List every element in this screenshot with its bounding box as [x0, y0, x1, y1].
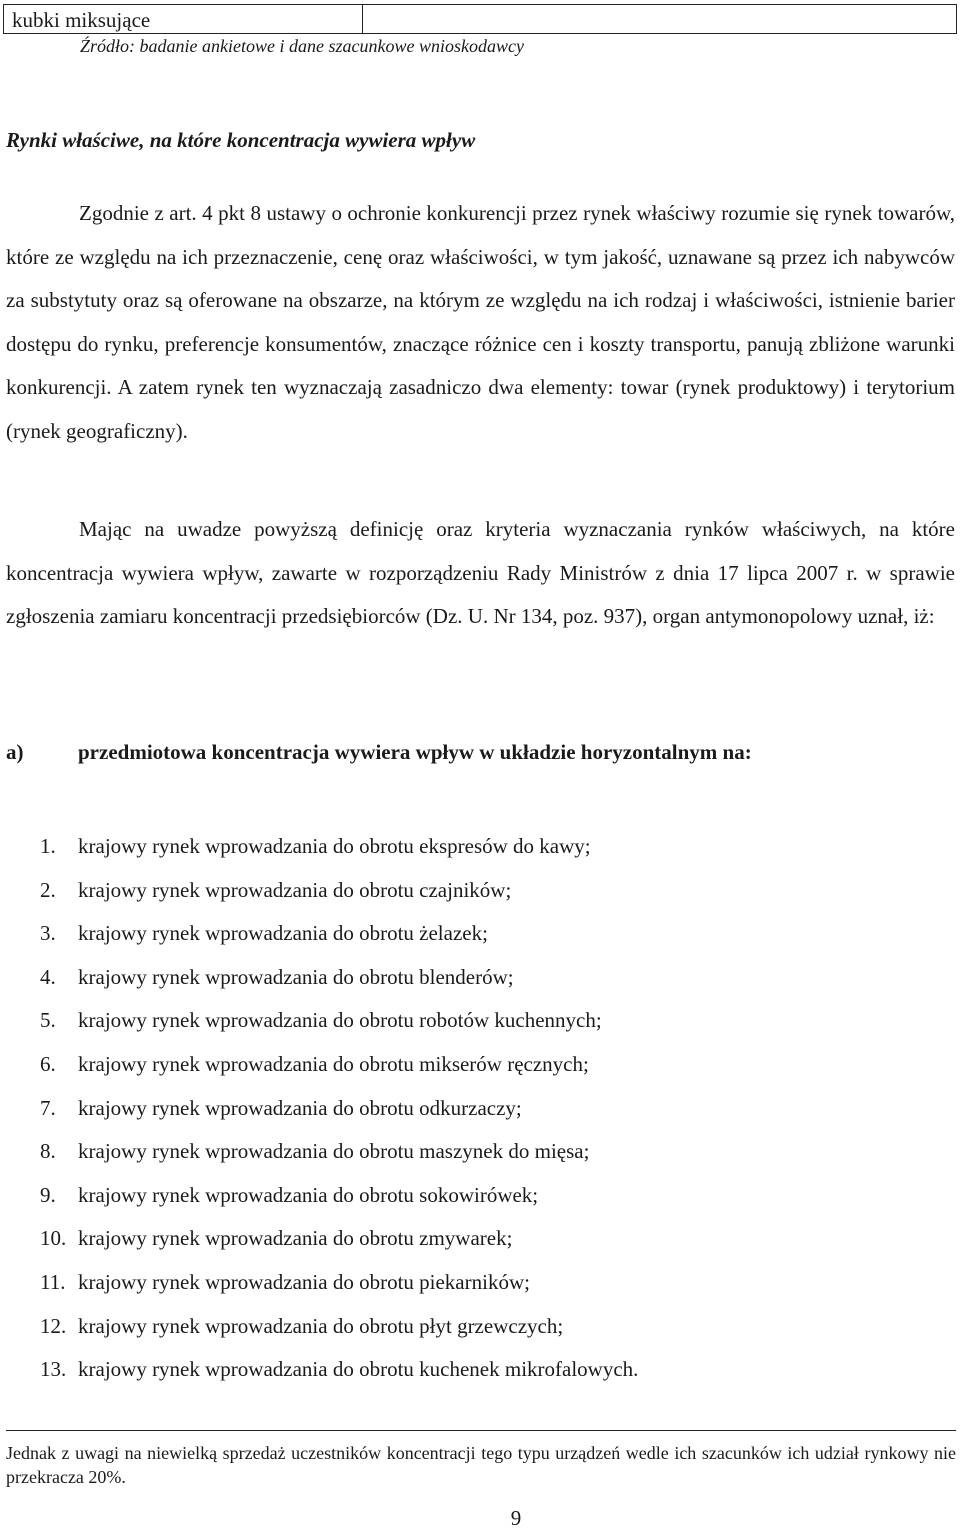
finding-text: przedmiotowa koncentracja wywiera wpływ w układzie horyzontalnym na: [78, 740, 752, 764]
list-item [40, 1130, 638, 1174]
market-list [40, 825, 638, 1392]
list-item [40, 956, 638, 1000]
list-item-text: krajowy rynek wprowadzania do obrotu mikserów ręcznych; [78, 1051, 589, 1076]
table-row [3, 4, 957, 34]
list-item-text: krajowy rynek wprowadzania do obrotu czajników; [78, 877, 512, 902]
list-item-number: 9. [40, 1182, 56, 1207]
list-item-text: krajowy rynek wprowadzania do obrotu sokowirówek; [78, 1182, 539, 1207]
list-item-number: 2. [40, 877, 56, 902]
page-number: 9 [510, 1506, 522, 1530]
list-item-text: krajowy rynek wprowadzania do obrotu ekspresów do kawy; [78, 834, 591, 858]
paragraph-definition: Zgodnie z art. 4 pkt 8 ustawy o ochronie konkurencji przez rynek właściwy rozumie się rynek towarów, które ze względu na ich przeznaczenie, cenę oraz właściwości, w tym jakość, uznawane są przez ich nabywców za substytuty oraz są oferowane na obszarze, na którym ze względu na ich rodzaj i właściwości, istnienie barier dostępu do rynku, preferencje konsumentów, znaczące różnice cen i koszty transportu, panują zbliżone warunki konkurencji. A zatem rynek ten wyznaczają zasadniczo dwa elementy: towar (rynek produktowy) i terytorium (rynek geograficzny). [6, 201, 955, 443]
list-item [40, 1305, 638, 1349]
list-item [40, 1217, 638, 1261]
list-item-number: 4. [40, 964, 56, 989]
list-item-number: 10. [40, 1226, 67, 1251]
list-item-number: 12. [40, 1313, 67, 1338]
list-item-number: 1. [40, 834, 56, 858]
paragraph-conclusion: Mając na uwadze powyższą definicję oraz kryteria wyznaczania rynków właściwych, na które koncentracja wywiera wpływ, zawarte w rozporządzeniu Rady Ministrów z dnia 17 lipca 2007 r. w sprawie zgłoszenia zamiaru koncentracji przedsiębiorców (Dz. U. Nr 134, poz. 937), organ antymonopolowy uznał, iż: [6, 517, 955, 629]
list-item-text: krajowy rynek wprowadzania do obrotu kuchenek mikrofalowych. [78, 1357, 639, 1382]
list-item-text: krajowy rynek wprowadzania do obrotu blenderów; [78, 964, 514, 989]
list-item-number: 7. [40, 1095, 56, 1120]
list-item [40, 1261, 638, 1305]
list-item [40, 825, 638, 869]
list-item-text: krajowy rynek wprowadzania do obrotu płyt grzewczych; [78, 1313, 564, 1338]
list-item-text: krajowy rynek wprowadzania do obrotu maszynek do mięsa; [78, 1139, 590, 1164]
list-item [40, 1174, 638, 1218]
list-item-text: krajowy rynek wprowadzania do obrotu żelazek; [78, 921, 488, 946]
finding-heading [6, 740, 752, 765]
list-item-text: krajowy rynek wprowadzania do obrotu zmywarek; [78, 1226, 513, 1251]
list-item-number: 3. [40, 921, 56, 946]
list-item [40, 1043, 638, 1087]
list-item-number: 13. [40, 1357, 67, 1382]
table-cell-product: kubki miksujące [4, 5, 363, 33]
list-item-number: 8. [40, 1139, 56, 1164]
source-note: Źródło: badanie ankietowe i dane szacunkowe wnioskodawcy [80, 36, 524, 56]
list-item-text: krajowy rynek wprowadzania do obrotu odkurzaczy; [78, 1095, 522, 1120]
list-item [40, 999, 638, 1043]
list-item-number: 11. [40, 1269, 66, 1294]
section-heading: Rynki właściwe, na które koncentracja wywiera wpływ [6, 128, 476, 152]
table-cell-value [363, 5, 956, 33]
list-item [40, 1348, 638, 1392]
finding-marker: a) [6, 740, 24, 764]
list-item [40, 912, 638, 956]
list-item-number: 6. [40, 1051, 56, 1076]
list-item-text: krajowy rynek wprowadzania do obrotu piekarników; [78, 1269, 530, 1294]
footnote: Jednak z uwagi na niewielką sprzedaż uczestników koncentracji tego typu urządzeń wedle ich szacunków ich udział rynkowy nie przekracza 20%. [6, 1443, 956, 1487]
list-item [40, 869, 638, 913]
footnote-divider [6, 1430, 956, 1431]
list-item [40, 1087, 638, 1131]
list-item-text: krajowy rynek wprowadzania do obrotu robotów kuchennych; [78, 1008, 602, 1033]
list-item-number: 5. [40, 1008, 56, 1033]
